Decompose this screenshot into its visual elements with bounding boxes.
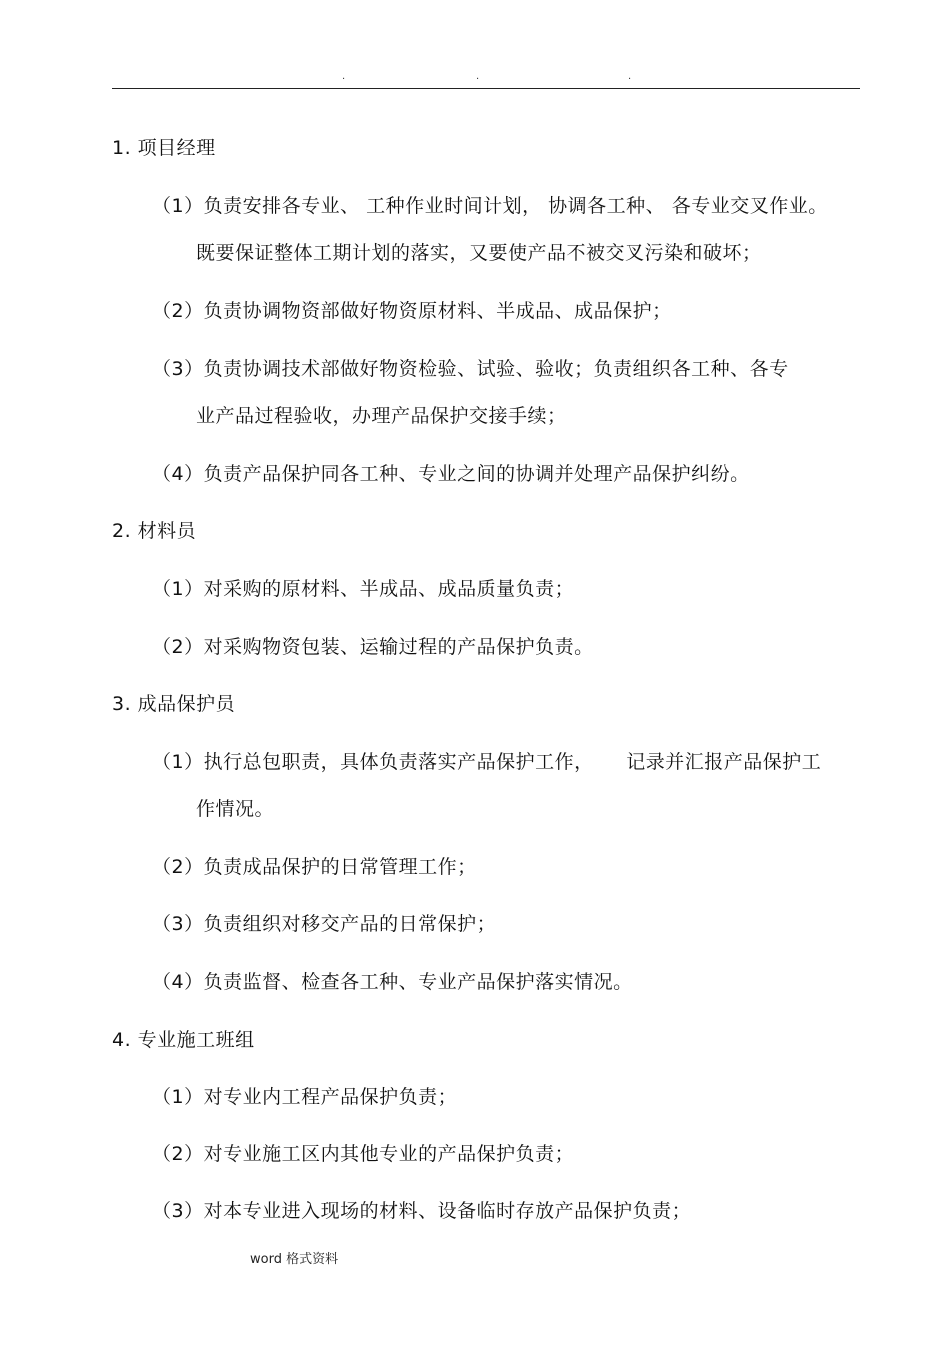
list-item: （3）负责协调技术部做好物资检验、试验、验收；负责组织各工种、各专 [152,358,789,380]
list-item: （1）对专业内工程产品保护负责； [152,1086,458,1108]
header-rule [112,88,860,89]
list-item: （2）对采购物资包装、运输过程的产品保护负责。 [152,636,594,658]
list-item: （1）执行总包职责，具体负责落实产品保护工作， 记录并汇报产品保护工 [152,751,822,773]
list-item-continuation: 既要保证整体工期计划的落实，又要使产品不被交叉污染和破坏； [196,242,762,264]
section-heading: 3. 成品保护员 [112,693,236,715]
list-item: （1）对采购的原材料、半成品、成品质量负责； [152,578,575,600]
list-item: （3）对本专业进入现场的材料、设备临时存放产品保护负责； [152,1200,692,1222]
list-item: （2）对专业施工区内其他专业的产品保护负责； [152,1143,575,1165]
list-item: （2）负责成品保护的日常管理工作； [152,856,477,878]
header-dot: . [628,71,632,82]
list-item: （1）负责安排各专业、 工种作业时间计划， 协调各工种、 各专业交叉作业。 [152,195,828,217]
section-heading: 2. 材料员 [112,520,197,542]
list-item: （3）负责组织对移交产品的日常保护； [152,913,497,935]
section-heading: 1. 项目经理 [112,137,216,159]
header-dot: . [476,71,480,82]
list-item: （2）负责协调物资部做好物资原材料、半成品、成品保护； [152,300,672,322]
footer-text: word 格式资料 [250,1252,339,1267]
header-dots [0,72,950,82]
list-item-continuation: 业产品过程验收，办理产品保护交接手续； [196,405,567,427]
list-item: （4）负责监督、检查各工种、专业产品保护落实情况。 [152,971,633,993]
header-dot: . [342,71,346,82]
section-heading: 4. 专业施工班组 [112,1029,255,1051]
list-item-continuation: 作情况。 [196,798,275,820]
list-item: （4）负责产品保护同各工种、专业之间的协调并处理产品保护纠纷。 [152,463,750,485]
